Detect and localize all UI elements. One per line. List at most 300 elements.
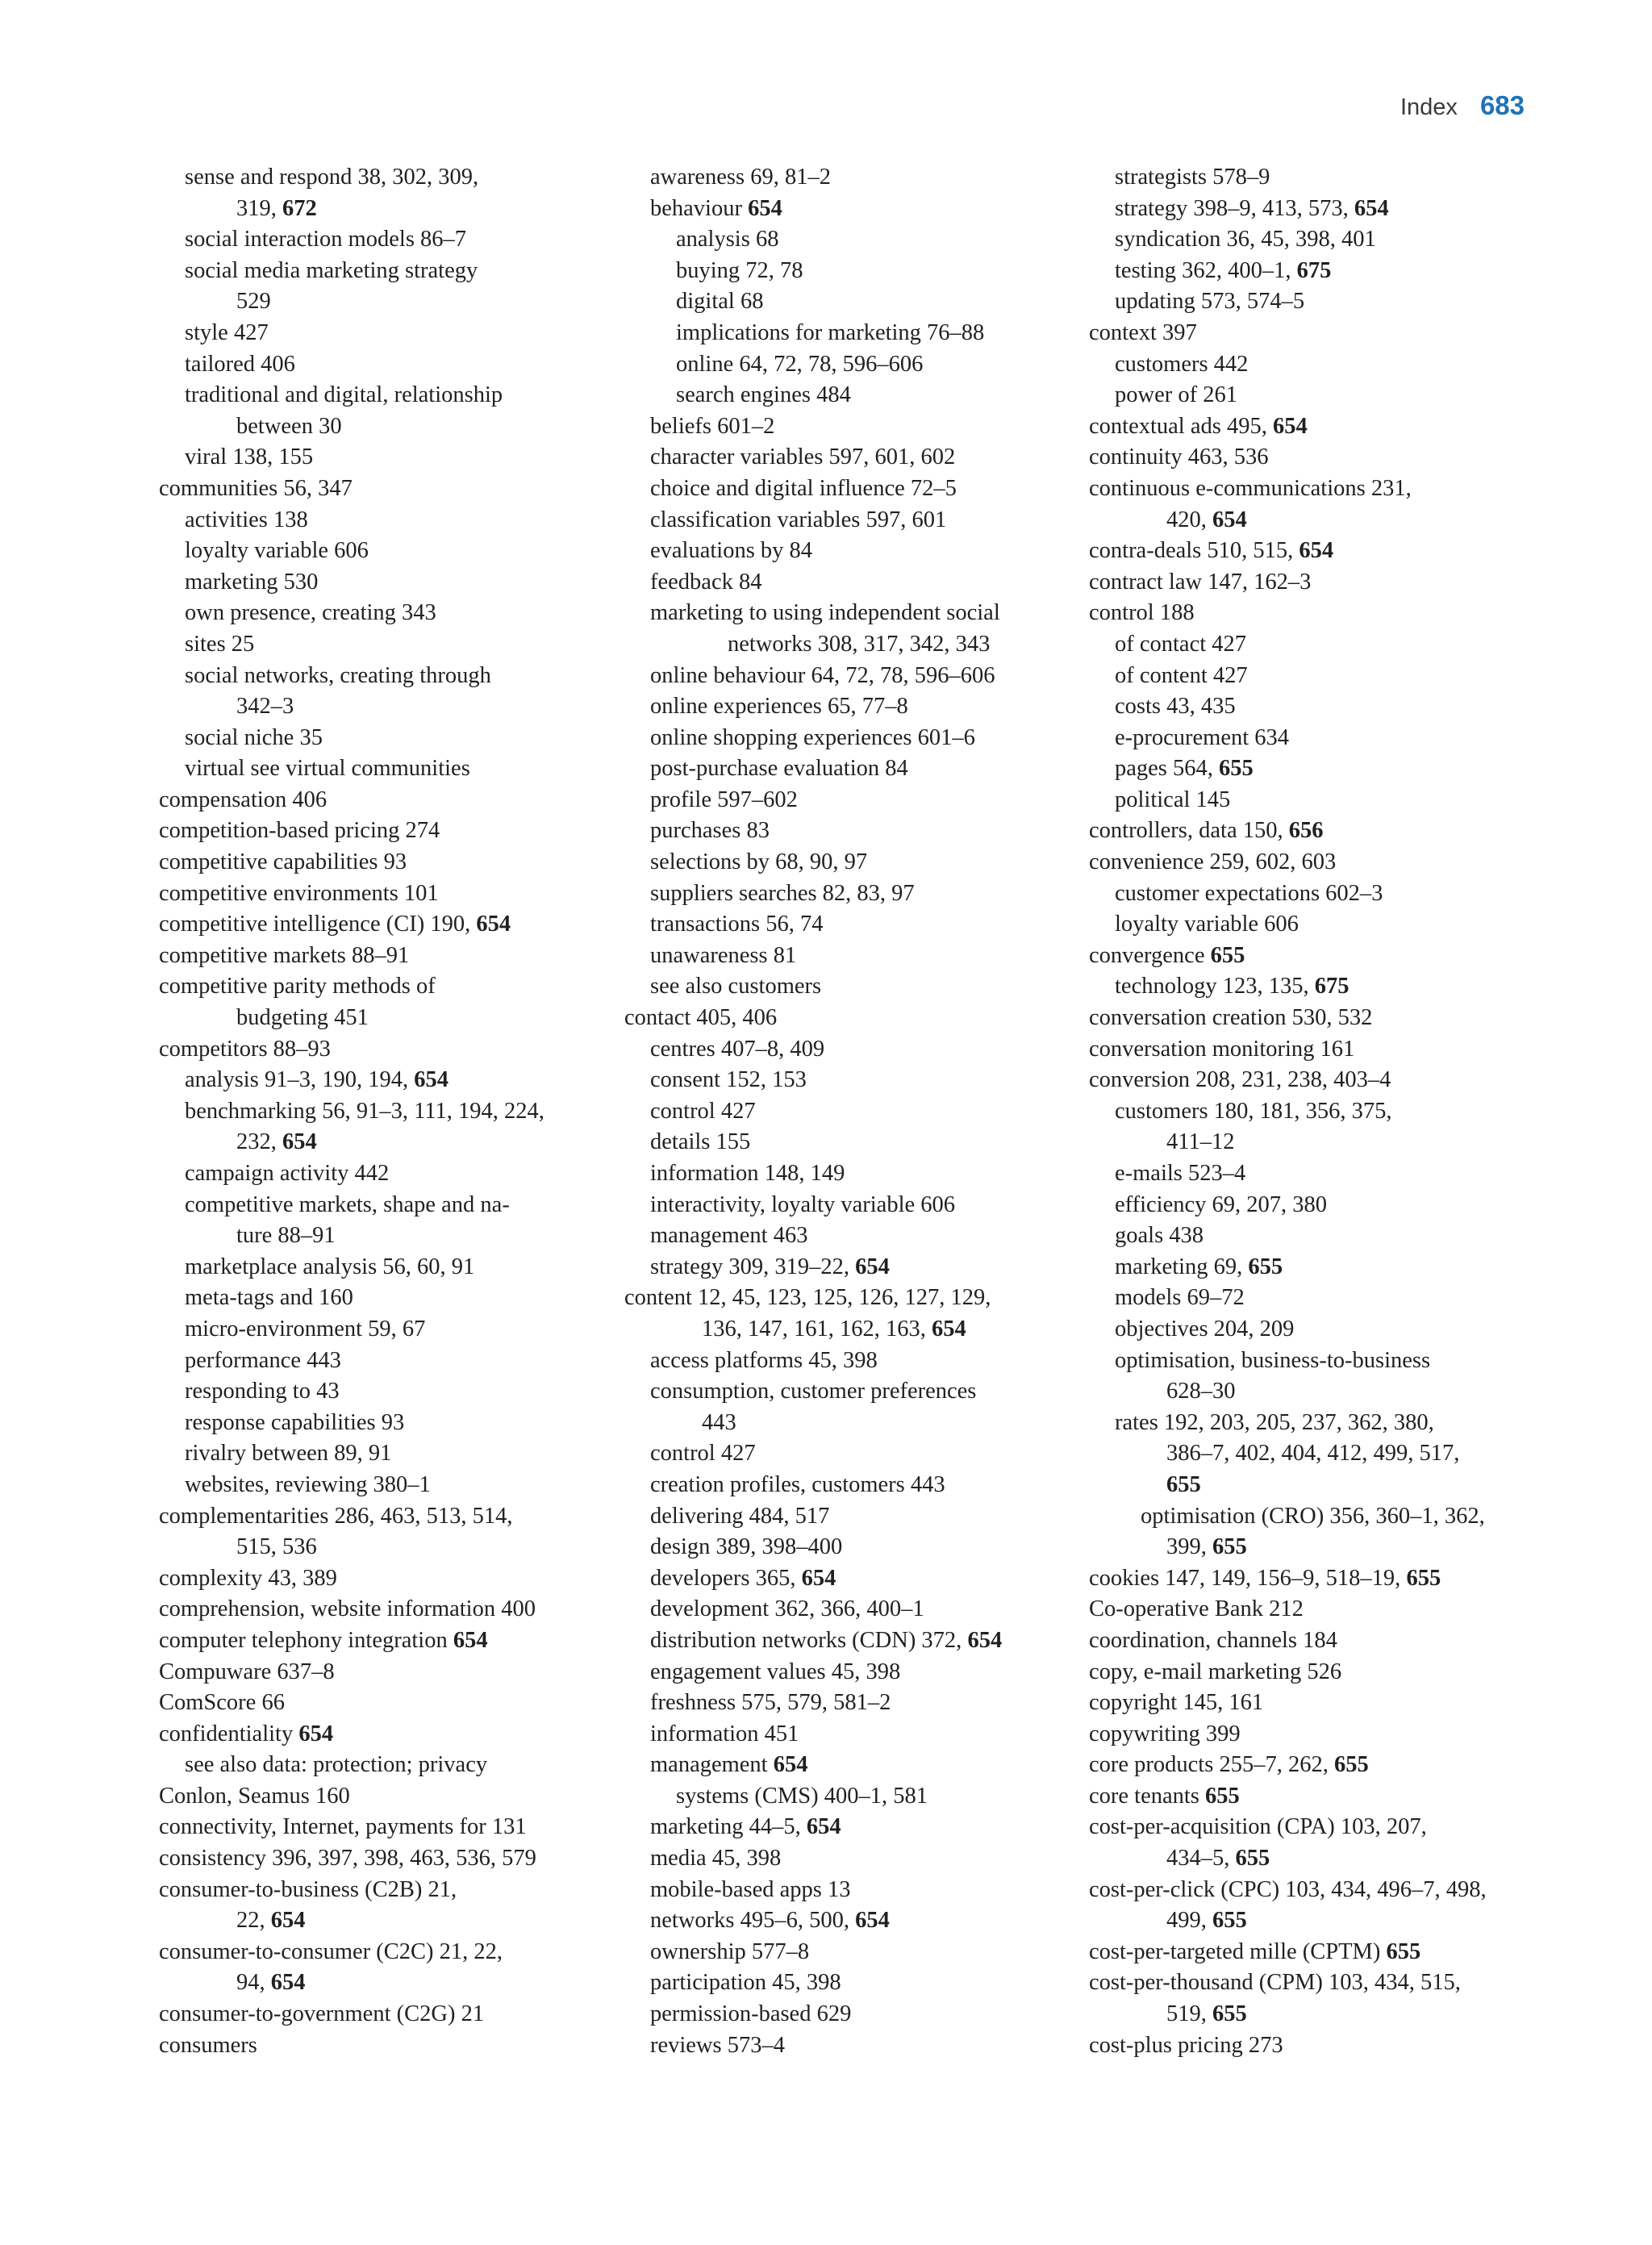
entry-text: sense and respond 38, 302, 309,: [185, 165, 479, 190]
entry-bold-page: 654: [453, 1627, 488, 1653]
index-entry: [159, 1625, 611, 1657]
entry-text: engagement values 45, 398: [650, 1659, 901, 1684]
entry-text: compensation 406: [159, 787, 327, 812]
entry-text: 628–30: [1166, 1379, 1236, 1404]
index-entry: [159, 1158, 611, 1190]
entry-text: competition-based pricing 274: [159, 818, 440, 844]
entry-text: viral 138, 155: [185, 444, 314, 470]
index-entry: [624, 1937, 1076, 1968]
entry-text: political 145: [1115, 787, 1231, 812]
index-entry: [1089, 1563, 1541, 1595]
index-entry: [1089, 1937, 1541, 1968]
entry-text: comprehension, website information 400: [159, 1596, 536, 1622]
index-entry: [1089, 1875, 1541, 1906]
index-entry: [159, 349, 611, 381]
entry-text: convergence: [1089, 942, 1211, 968]
index-entry: [1089, 1594, 1541, 1625]
entry-text: complementarities 286, 463, 513, 514,: [159, 1503, 513, 1529]
index-entry: [159, 878, 611, 910]
index-entry: [624, 1532, 1076, 1563]
index-entry: [624, 318, 1076, 349]
entry-text: beliefs 601–2: [650, 413, 775, 439]
index-entry: [1089, 224, 1541, 256]
entry-text: developers 365,: [650, 1565, 802, 1591]
entry-text: strategy 398–9, 413, 573,: [1115, 195, 1354, 221]
entry-text: management 463: [650, 1223, 808, 1249]
index-entry: [624, 1470, 1076, 1501]
index-column-2: [624, 162, 1076, 2061]
entry-bold-page: 655: [1212, 2001, 1247, 2027]
entry-text: conversation monitoring 161: [1089, 1036, 1355, 1062]
entry-bold-page: 655: [1212, 1908, 1247, 1934]
index-entry: [159, 1657, 611, 1688]
index-entry: [159, 194, 611, 225]
entry-text: of content 427: [1115, 662, 1248, 688]
index-entry: [624, 847, 1076, 878]
index-entry: [624, 194, 1076, 225]
index-entry: [159, 1688, 611, 1719]
entry-bold-page: 654: [270, 1908, 306, 1934]
entry-text: 232,: [236, 1129, 282, 1155]
index-entry: [159, 224, 611, 256]
entry-text: computer telephony integration: [159, 1627, 453, 1653]
index-entry: [159, 971, 611, 1003]
entry-text: rates 192, 203, 205, 237, 362, 380,: [1115, 1409, 1434, 1435]
index-entry: [1089, 1096, 1541, 1128]
entry-text: consumer-to-consumer (C2C) 21, 22,: [159, 1938, 503, 1964]
entry-bold-page: 654: [1299, 538, 1334, 564]
index-entry: [624, 286, 1076, 318]
entry-text: ownership 577–8: [650, 1938, 810, 1964]
entry-text: competitive parity methods of: [159, 974, 436, 999]
index-entry: [1089, 1501, 1541, 1533]
index-entry: [624, 442, 1076, 474]
entry-text: optimisation, business-to-business: [1115, 1347, 1431, 1373]
index-entry: [159, 629, 611, 661]
entry-text: purchases 83: [650, 818, 770, 844]
entry-bold-page: 654: [773, 1752, 808, 1778]
entry-text: rivalry between 89, 91: [185, 1441, 392, 1467]
index-entry: [1089, 1968, 1541, 1999]
index-entry: [624, 878, 1076, 910]
index-entry: [1089, 1283, 1541, 1314]
entry-text: search engines 484: [676, 382, 851, 408]
index-entry: [159, 1003, 611, 1034]
entry-bold-page: 655: [1333, 1752, 1369, 1778]
entry-text: customers 442: [1115, 351, 1249, 377]
entry-text: performance 443: [185, 1347, 341, 1373]
entry-text: contact 405, 406: [624, 1005, 778, 1031]
index-entry: [624, 1438, 1076, 1470]
entry-text: 420,: [1166, 507, 1212, 532]
index-entry: [624, 971, 1076, 1003]
entry-bold-page: 654: [1272, 413, 1308, 439]
index-entry: [1089, 380, 1541, 411]
entry-text: copy, e-mail marketing 526: [1089, 1659, 1342, 1684]
entry-text: 443: [702, 1409, 736, 1435]
entry-text: strategists 578–9: [1115, 165, 1270, 190]
index-entry: [624, 1346, 1076, 1377]
entry-text: activities 138: [185, 507, 308, 532]
entry-bold-page: 654: [476, 912, 511, 937]
index-entry: [1089, 505, 1541, 536]
entry-bold-page: 654: [806, 1814, 841, 1840]
index-entry: [1089, 1438, 1541, 1470]
index-entry: [1089, 785, 1541, 816]
index-entry: [624, 1190, 1076, 1221]
index-entry: [1089, 941, 1541, 972]
entry-text: updating 573, 574–5: [1115, 289, 1305, 315]
index-entry: [624, 1065, 1076, 1096]
entry-text: cost-per-targeted mille (CPTM): [1089, 1938, 1387, 1964]
entry-text: information 451: [650, 1721, 799, 1746]
entry-text: loyalty variable 606: [185, 538, 369, 564]
entry-text: 529: [236, 289, 271, 315]
index-entry: [1089, 2030, 1541, 2062]
index-entry: [624, 1750, 1076, 1781]
entry-text: of contact 427: [1115, 631, 1247, 657]
entry-text: campaign activity 442: [185, 1161, 390, 1186]
index-entry: [624, 816, 1076, 847]
running-head: [1400, 90, 1525, 121]
entry-text: consumption, customer preferences: [650, 1379, 977, 1404]
index-entry: [159, 1065, 611, 1096]
entry-text: networks 495–6, 500,: [650, 1908, 856, 1934]
index-entry: [624, 661, 1076, 692]
index-entry: [1089, 1470, 1541, 1501]
entry-text: 399,: [1166, 1534, 1212, 1560]
entry-text: Compuware 637–8: [159, 1659, 335, 1684]
entry-bold-page: 655: [1212, 1534, 1247, 1560]
entry-text: digital 68: [676, 289, 764, 315]
index-entry: [159, 1221, 611, 1252]
index-entry: [159, 909, 611, 941]
index-column-3: [1089, 162, 1541, 2061]
index-entry: [624, 941, 1076, 972]
entry-text: pages 564,: [1115, 756, 1220, 782]
index-entry: [1089, 1221, 1541, 1252]
entry-text: own presence, creating 343: [185, 600, 436, 626]
index-entry: [624, 162, 1076, 194]
entry-text: efficiency 69, 207, 380: [1115, 1191, 1328, 1217]
entry-text: profile 597–602: [650, 787, 798, 812]
index-entry: [624, 1688, 1076, 1719]
entry-text: response capabilities 93: [185, 1409, 405, 1435]
entry-text: 342–3: [236, 694, 294, 720]
entry-text: competitors 88–93: [159, 1036, 331, 1062]
index-entry: [159, 256, 611, 287]
entry-text: cost-per-click (CPC) 103, 434, 496–7, 498,: [1089, 1876, 1487, 1902]
entry-bold-page: 656: [1288, 818, 1324, 844]
index-entry: [159, 1501, 611, 1533]
index-entry: [1089, 1158, 1541, 1190]
entry-text: behaviour: [650, 195, 749, 221]
entry-text: consent 152, 153: [650, 1067, 807, 1093]
index-entry: [159, 1594, 611, 1625]
index-entry: [159, 1532, 611, 1563]
entry-text: evaluations by 84: [650, 538, 813, 564]
entry-text: marketing 44–5,: [650, 1814, 807, 1840]
entry-text: classification variables 597, 601: [650, 507, 947, 532]
index-entry: [159, 661, 611, 692]
entry-text: 411–12: [1166, 1129, 1235, 1155]
entry-text: information 148, 149: [650, 1161, 845, 1186]
entry-text: 515, 536: [236, 1534, 317, 1560]
index-entry: [159, 1127, 611, 1158]
index-entry: [1089, 661, 1541, 692]
index-entry: [159, 1905, 611, 1937]
page-number: 683: [1479, 90, 1525, 120]
index-entry: [624, 1719, 1076, 1751]
entry-text: selections by 68, 90, 97: [650, 849, 868, 875]
index-entry: [159, 505, 611, 536]
entry-text: control 427: [650, 1098, 756, 1124]
index-entry: [159, 474, 611, 505]
entry-bold-page: 654: [855, 1254, 890, 1279]
index-entry: [159, 411, 611, 443]
entry-text: freshness 575, 579, 581–2: [650, 1690, 891, 1716]
entry-bold-page: 654: [801, 1565, 836, 1591]
index-entry: [159, 1096, 611, 1128]
entry-text: cost-per-acquisition (CPA) 103, 207,: [1089, 1814, 1427, 1840]
index-entry: [624, 1158, 1076, 1190]
index-entry: [1089, 691, 1541, 723]
index-entry: [159, 1283, 611, 1314]
entry-text: management: [650, 1752, 774, 1778]
entry-text: context 397: [1089, 319, 1197, 345]
index-entry: [1089, 442, 1541, 474]
index-entry: [159, 286, 611, 318]
index-entry: [1089, 1034, 1541, 1066]
entry-text: marketing 530: [185, 569, 319, 595]
index-entry: [624, 1501, 1076, 1533]
index-entry: [1089, 753, 1541, 785]
entry-text: ture 88–91: [236, 1223, 336, 1249]
entry-text: online 64, 72, 78, 596–606: [676, 351, 924, 377]
entry-text: ComScore 66: [159, 1690, 285, 1716]
index-entry: [159, 723, 611, 754]
index-column-1: [159, 162, 611, 2061]
entry-text: marketplace analysis 56, 60, 91: [185, 1254, 475, 1279]
index-entry: [1089, 318, 1541, 349]
entry-bold-page: 654: [414, 1067, 448, 1093]
index-entry: [1089, 1843, 1541, 1875]
index-entry: [624, 1625, 1076, 1657]
entry-text: cookies 147, 149, 156–9, 518–19,: [1089, 1565, 1407, 1591]
entry-bold-page: 654: [855, 1908, 890, 1934]
entry-text: confidentiality: [159, 1721, 299, 1746]
index-entry: [624, 1812, 1076, 1843]
entry-text: competitive capabilities 93: [159, 849, 407, 875]
index-entry: [1089, 1905, 1541, 1937]
index-entry: [159, 1252, 611, 1283]
index-entry: [624, 1781, 1076, 1813]
entry-bold-page: 654: [967, 1627, 1003, 1653]
index-entry: [159, 1968, 611, 1999]
entry-text: competitive environments 101: [159, 880, 439, 906]
entry-text: social networks, creating through: [185, 662, 491, 688]
entry-text: syndication 36, 45, 398, 401: [1115, 227, 1376, 252]
entry-text: permission-based 629: [650, 2001, 852, 2027]
index-entry: [624, 224, 1076, 256]
index-entry: [159, 442, 611, 474]
entry-bold-page: 654: [270, 1970, 306, 1996]
entry-text: 434–5,: [1166, 1846, 1236, 1872]
index-entry: [159, 1781, 611, 1813]
entry-text: post-purchase evaluation 84: [650, 756, 908, 782]
entry-text: details 155: [650, 1129, 751, 1155]
index-entry: [624, 411, 1076, 443]
entry-text: see also data: protection; privacy: [185, 1752, 488, 1778]
index-entry: [159, 380, 611, 411]
entry-text: meta-tags and 160: [185, 1285, 353, 1311]
entry-text: core tenants: [1089, 1783, 1206, 1809]
entry-text: reviews 573–4: [650, 2032, 786, 2058]
index-entry: [624, 1843, 1076, 1875]
entry-text: control 427: [650, 1441, 756, 1467]
entry-text: feedback 84: [650, 569, 762, 595]
index-entry: [624, 1376, 1076, 1408]
entry-text: benchmarking 56, 91–3, 111, 194, 224,: [185, 1098, 544, 1124]
entry-text: contract law 147, 162–3: [1089, 569, 1312, 595]
index-entry: [159, 1408, 611, 1439]
index-entry: [624, 598, 1076, 629]
entry-text: Conlon, Seamus 160: [159, 1783, 350, 1809]
entry-text: copywriting 399: [1089, 1721, 1241, 1746]
entry-text: cost-per-thousand (CPM) 103, 434, 515,: [1089, 1970, 1461, 1996]
entry-bold-page: 654: [748, 195, 782, 221]
index-entry: [1089, 349, 1541, 381]
entry-bold-page: 655: [1248, 1254, 1283, 1279]
entry-text: development 362, 366, 400–1: [650, 1596, 924, 1622]
index-entry: [1089, 256, 1541, 287]
entry-text: social interaction models 86–7: [185, 227, 467, 252]
entry-text: control 188: [1089, 600, 1195, 626]
entry-text: copyright 145, 161: [1089, 1690, 1264, 1716]
index-entry: [624, 1657, 1076, 1688]
index-entry: [159, 941, 611, 972]
entry-text: Co-operative Bank 212: [1089, 1596, 1304, 1622]
entry-text: objectives 204, 209: [1115, 1316, 1295, 1342]
index-entry: [624, 1408, 1076, 1439]
index-entry: [624, 256, 1076, 287]
index-entry: [624, 1096, 1076, 1128]
index-entry: [1089, 1408, 1541, 1439]
entry-text: coordination, channels 184: [1089, 1627, 1337, 1653]
entry-text: controllers, data 150,: [1089, 818, 1289, 844]
entry-text: 94,: [236, 1970, 271, 1996]
index-entry: [624, 909, 1076, 941]
entry-bold-page: 655: [1205, 1783, 1240, 1809]
index-entry: [159, 536, 611, 567]
entry-text: e-procurement 634: [1115, 724, 1290, 750]
index-entry: [1089, 474, 1541, 505]
entry-bold-page: 675: [1314, 974, 1350, 999]
index-entry: [1089, 723, 1541, 754]
index-entry: [624, 1003, 1076, 1034]
index-entry: [159, 785, 611, 816]
entry-text: online shopping experiences 601–6: [650, 724, 975, 750]
index-entry: [159, 1875, 611, 1906]
index-entry: [624, 474, 1076, 505]
entry-text: micro-environment 59, 67: [185, 1316, 426, 1342]
index-entry: [1089, 629, 1541, 661]
entry-text: tailored 406: [185, 351, 295, 377]
index-entry: [624, 567, 1076, 599]
entry-text: competitive markets 88–91: [159, 942, 410, 968]
entry-text: responding to 43: [185, 1379, 340, 1404]
index-entry: [1089, 1190, 1541, 1221]
index-entry: [159, 1470, 611, 1501]
entry-text: costs 43, 435: [1115, 694, 1236, 720]
index-entry: [1089, 598, 1541, 629]
index-entry: [1089, 162, 1541, 194]
index-entry: [159, 567, 611, 599]
entry-text: awareness 69, 81–2: [650, 165, 831, 190]
entry-text: social media marketing strategy: [185, 257, 478, 283]
entry-bold-page: 654: [282, 1129, 317, 1155]
entry-bold-page: 655: [1210, 942, 1245, 968]
entry-text: media 45, 398: [650, 1846, 782, 1872]
index-entry: [624, 536, 1076, 567]
entry-text: consistency 396, 397, 398, 463, 536, 579: [159, 1846, 536, 1872]
index-entry: [1089, 567, 1541, 599]
index-entry: [1089, 286, 1541, 318]
entry-text: analysis 91–3, 190, 194,: [185, 1067, 415, 1093]
index-entry: [1089, 1003, 1541, 1034]
index-entry: [1089, 1346, 1541, 1377]
entry-text: systems (CMS) 400–1, 581: [676, 1783, 928, 1809]
entry-text: power of 261: [1115, 382, 1237, 408]
index-entry: [159, 1190, 611, 1221]
index-entry: [624, 723, 1076, 754]
index-entry: [1089, 1750, 1541, 1781]
index-entry: [159, 1034, 611, 1066]
index-entry: [159, 2030, 611, 2062]
entry-bold-page: 655: [1386, 1938, 1421, 1964]
entry-text: models 69–72: [1115, 1285, 1245, 1311]
entry-bold-page: 654: [1354, 195, 1389, 221]
index-entry: [159, 1937, 611, 1968]
entry-bold-page: 655: [1235, 1846, 1270, 1872]
index-entry: [624, 2030, 1076, 2062]
entry-text: design 389, 398–400: [650, 1534, 843, 1560]
index-entry: [624, 1127, 1076, 1158]
index-entry: [624, 753, 1076, 785]
entry-text: between 30: [236, 413, 342, 439]
entry-text: contextual ads 495,: [1089, 413, 1273, 439]
entry-text: buying 72, 78: [676, 257, 803, 283]
entry-text: 22,: [236, 1908, 271, 1934]
entry-bold-page: 654: [932, 1316, 966, 1342]
index-entry: [1089, 1812, 1541, 1843]
index-entry: [159, 1314, 611, 1346]
index-entry: [159, 1812, 611, 1843]
index-entry: [159, 847, 611, 878]
entry-text: online experiences 65, 77–8: [650, 694, 908, 720]
entry-text: conversation creation 530, 532: [1089, 1005, 1373, 1031]
index-entry: [159, 162, 611, 194]
entry-text: conversion 208, 231, 238, 403–4: [1089, 1067, 1391, 1093]
entry-text: traditional and digital, relationship: [185, 382, 503, 408]
index-entry: [159, 753, 611, 785]
index-entry: [1089, 194, 1541, 225]
entry-text: technology 123, 135,: [1115, 974, 1315, 999]
index-entry: [624, 1314, 1076, 1346]
index-entry: [624, 380, 1076, 411]
entry-bold-page: 655: [1219, 756, 1254, 782]
index-entry: [159, 1843, 611, 1875]
